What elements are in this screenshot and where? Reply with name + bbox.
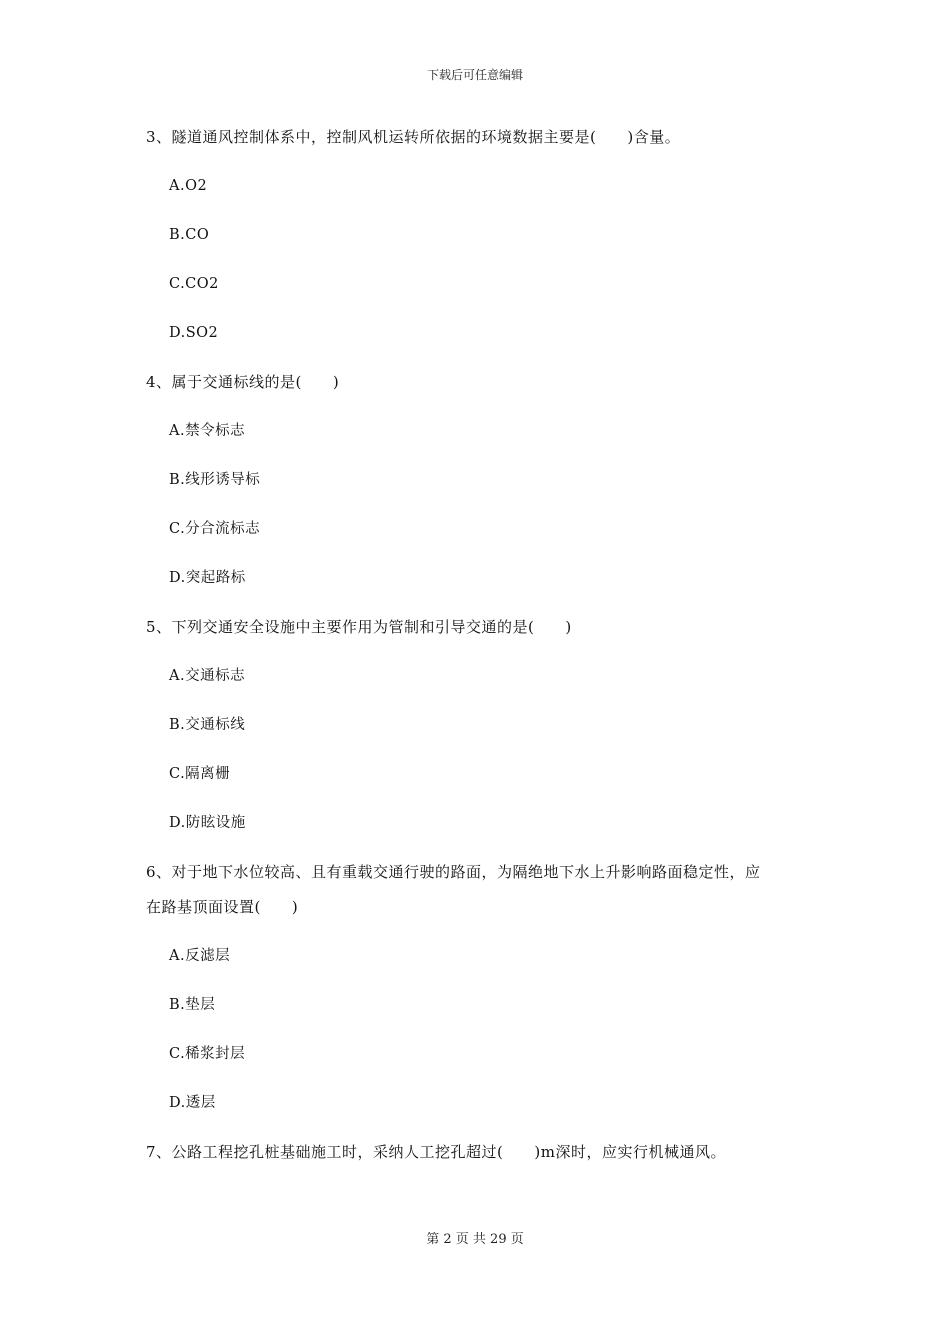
question-list	[146, 125, 826, 1189]
question-6	[146, 860, 826, 1115]
option-c: C.CO2	[169, 276, 219, 292]
page-number: 第 2 页 共 29 页	[426, 1232, 524, 1247]
question-text: 3、隧道通风控制体系中，控制风机运转所依据的环境数据主要是( )含量。	[146, 128, 681, 146]
option-a: A.禁令标志	[169, 423, 246, 439]
option-b: B.垫层	[169, 997, 216, 1013]
question-3	[146, 125, 826, 345]
question-stem	[146, 370, 826, 394]
page-header-note: 下载后可任意编辑	[426, 68, 523, 82]
question-5	[146, 615, 826, 835]
option-c: C.隔离栅	[169, 766, 231, 782]
option-b: B.线形诱导标	[169, 472, 261, 488]
question-text-line-1: 6、对于地下水位较高、且有重载交通行驶的路面，为隔绝地下水上升影响路面稳定性，应	[146, 863, 761, 881]
question-text: 7、公路工程挖孔桩基础施工时，采纳人工挖孔超过( )m深时，应实行机械通风。	[146, 1143, 726, 1161]
option-d: D.突起路标	[169, 570, 246, 586]
question-stem	[146, 125, 826, 149]
question-stem	[146, 615, 826, 639]
question-text: 4、属于交通标线的是( )	[146, 373, 340, 391]
question-stem	[146, 1140, 826, 1164]
question-text: 5、下列交通安全设施中主要作用为管制和引导交通的是( )	[146, 618, 572, 636]
question-stem	[146, 860, 826, 919]
option-b: B.交通标线	[169, 717, 246, 733]
option-a: A.交通标志	[169, 668, 246, 684]
option-d: D.防眩设施	[169, 815, 246, 831]
question-text-line-2: 在路基顶面设置( )	[146, 898, 299, 916]
option-d: D.SO2	[169, 325, 219, 341]
option-c: C.分合流标志	[169, 521, 261, 537]
option-d: D.透层	[169, 1095, 216, 1111]
option-a: A.反滤层	[169, 948, 231, 964]
question-4	[146, 370, 826, 590]
question-7	[146, 1140, 826, 1164]
option-c: C.稀浆封层	[169, 1046, 246, 1062]
option-b: B.CO	[169, 227, 210, 243]
option-a: A.O2	[169, 178, 208, 194]
